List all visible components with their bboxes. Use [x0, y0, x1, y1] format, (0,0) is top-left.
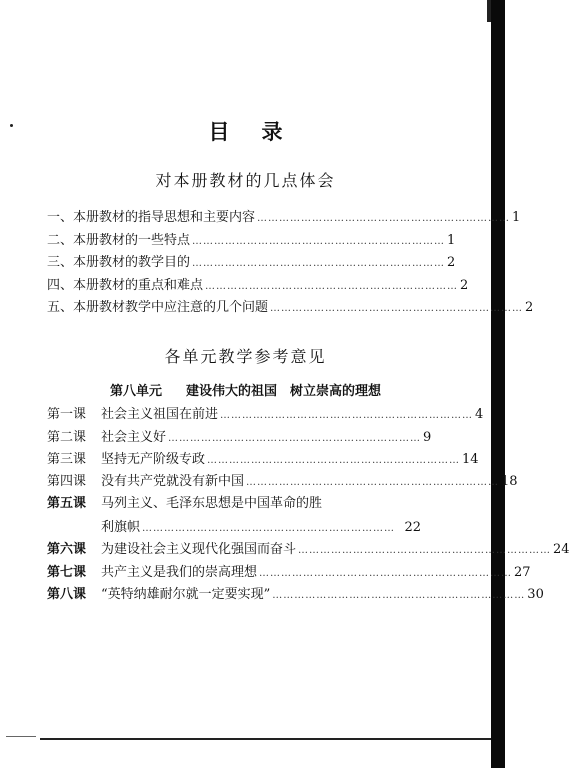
- lesson-number: 第八课: [47, 587, 87, 602]
- lesson-number: 第七课: [47, 565, 87, 580]
- page-bottom-rule: [40, 738, 491, 740]
- lesson-row-5-cont[interactable]: [101, 516, 421, 536]
- lesson-label: 马列主义、毛泽东思想是中国革命的胜: [101, 496, 323, 511]
- unit-title: 建设伟大的祖国 树立崇高的理想: [186, 384, 382, 399]
- lesson-label: 没有共产党就没有新中国: [101, 474, 245, 489]
- lesson-page: 30: [527, 587, 544, 602]
- lesson-row-5[interactable]: [47, 492, 421, 512]
- lesson-page: 14: [462, 452, 479, 467]
- leader-dots: ……………………………………………………………: [298, 545, 552, 556]
- toc-item-page: 2: [525, 300, 534, 315]
- lesson-row-1[interactable]: [47, 403, 484, 423]
- unit-heading: [0, 380, 491, 399]
- scan-bottom-mark: [6, 736, 36, 737]
- toc-item-label: 五、本册教材教学中应注意的几个问题: [47, 300, 269, 315]
- leader-dots: ……………………………………………………………: [168, 433, 422, 444]
- toc-item-page: 1: [512, 210, 521, 225]
- lesson-number: 第三课: [47, 452, 87, 467]
- toc-item-2[interactable]: [47, 229, 456, 249]
- leader-dots: ……………………………………………………………: [270, 303, 524, 314]
- leader-dots: ……………………………………………………………: [205, 281, 459, 292]
- scan-top-mark: [487, 0, 491, 22]
- lesson-page: 18: [501, 474, 518, 489]
- lesson-label: 共产主义是我们的崇高理想: [101, 565, 258, 580]
- lesson-row-4[interactable]: [47, 470, 518, 490]
- lesson-row-3[interactable]: [47, 448, 479, 468]
- lesson-label: 社会主义好: [101, 430, 167, 445]
- lesson-number: 第二课: [47, 430, 87, 445]
- lesson-page: 4: [475, 407, 484, 422]
- lesson-page: 9: [423, 430, 432, 445]
- lesson-label: 为建设社会主义现代化强国而奋斗: [101, 542, 297, 557]
- lesson-row-6[interactable]: [47, 538, 570, 558]
- page-title-part2: 录: [261, 120, 283, 144]
- leader-dots: ……………………………………………………………: [257, 213, 511, 224]
- leader-dots: ……………………………………………………………: [192, 236, 446, 247]
- leader-dots: ……………………………………………………………: [207, 455, 461, 466]
- toc-item-page: 2: [460, 278, 469, 293]
- leader-dots: ……………………………………………………………: [272, 590, 526, 601]
- toc-item-page: 2: [447, 255, 456, 270]
- page-title-part1: 目: [208, 120, 230, 144]
- lesson-row-2[interactable]: [47, 426, 432, 446]
- leader-dots: ……………………………………………………………: [246, 477, 500, 488]
- lesson-number: 第五课: [47, 496, 87, 511]
- toc-item-1[interactable]: [47, 206, 521, 226]
- lesson-page: 22: [404, 520, 421, 535]
- lesson-row-8[interactable]: [47, 583, 544, 603]
- toc-item-4[interactable]: [47, 274, 469, 294]
- lesson-row-7[interactable]: [47, 561, 531, 581]
- toc-item-label: 三、本册教材的教学目的: [47, 255, 191, 270]
- lesson-page: 27: [514, 565, 531, 580]
- toc-item-5[interactable]: [47, 296, 534, 316]
- lesson-number: 第四课: [47, 474, 87, 489]
- toc-item-3[interactable]: [47, 251, 456, 271]
- lesson-label: “英特纳雄耐尔就一定要实现”: [101, 587, 271, 602]
- lesson-number: 第六课: [47, 542, 87, 557]
- toc-item-page: 1: [447, 233, 456, 248]
- lesson-page: 24: [553, 542, 570, 557]
- toc-item-label: 四、本册教材的重点和难点: [47, 278, 204, 293]
- leader-dots: ……………………………………………………………: [220, 410, 474, 421]
- leader-dots: ……………………………………………………………: [142, 523, 396, 534]
- lesson-number: 第一课: [47, 407, 87, 422]
- scan-edge-bar: [491, 0, 505, 768]
- section2-title: 各单元教学参考意见: [164, 347, 327, 366]
- lesson-label: 坚持无产阶级专政: [101, 452, 206, 467]
- toc-item-label: 二、本册教材的一些特点: [47, 233, 191, 248]
- page-title: [0, 116, 491, 146]
- toc-item-label: 一、本册教材的指导思想和主要内容: [47, 210, 256, 225]
- lesson-label-cont: 利旗帜: [101, 520, 141, 535]
- lesson-label: 社会主义祖国在前进: [101, 407, 219, 422]
- leader-dots: ……………………………………………………………: [192, 258, 446, 269]
- section1-title: 对本册教材的几点体会: [155, 171, 336, 190]
- leader-dots: ……………………………………………………………: [259, 568, 513, 579]
- unit-label: 第八单元: [109, 384, 162, 399]
